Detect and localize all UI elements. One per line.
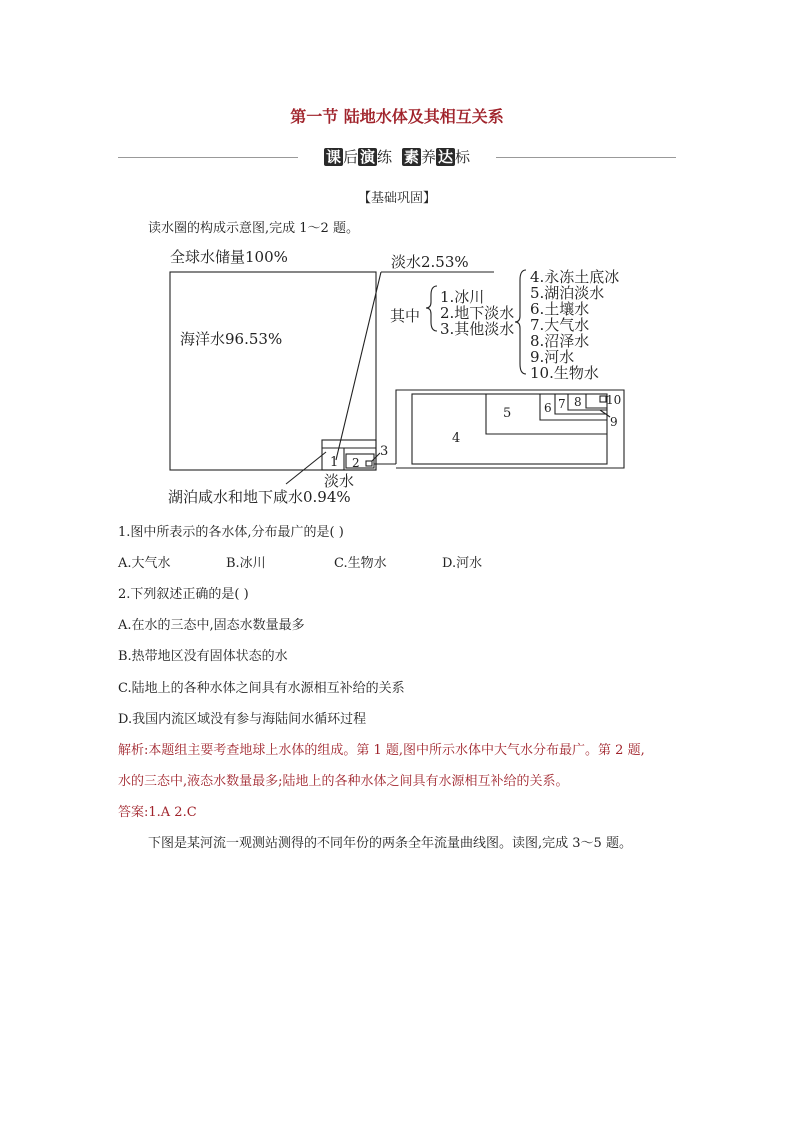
box-num-8: 8 (574, 395, 582, 409)
item-b-4: 4.永冻土底冰 (530, 268, 620, 286)
analysis-line-2: 水的三态中,液态水数量最多;陆地上的各种水体之间具有水源相互补给的关系。 (118, 774, 569, 789)
page-title: 第一节 陆地水体及其相互关系 (290, 107, 504, 126)
box-num-10: 10 (606, 393, 622, 407)
box-num-2: 2 (352, 456, 360, 470)
answer: 答案:1.A 2.C (118, 805, 197, 820)
banner-char: 养 (421, 148, 437, 166)
section-banner (118, 146, 676, 168)
item-b-9: 9.河水 (530, 348, 575, 366)
item-a-3: 3.其他淡水 (440, 320, 515, 338)
box-num-9: 9 (610, 415, 618, 429)
banner-char: 演 (359, 148, 375, 166)
item-a-2: 2.地下淡水 (440, 304, 515, 322)
box-num-1: 1 (330, 455, 339, 470)
q1-option-b: B.冰川 (226, 556, 266, 571)
item-b-6: 6.土壤水 (530, 300, 590, 318)
label-total: 全球水储量100% (170, 248, 288, 266)
analysis-line-1: 解析:本题组主要考查地球上水体的组成。第 1 题,图中所示水体中大气水分布最广。第 2 题, (118, 743, 645, 758)
item-b-8: 8.沼泽水 (530, 332, 590, 350)
q2-option-d: D.我国内流区域没有参与海陆间水循环过程 (118, 712, 367, 727)
box-num-6: 6 (544, 401, 552, 415)
q1-option-a: A.大气水 (118, 556, 171, 571)
label-danshui: 淡水 (324, 472, 355, 490)
banner-char: 练 (376, 148, 392, 166)
box-num-3: 3 (380, 444, 389, 459)
banner-char: 素 (404, 148, 420, 166)
banner-rule-left (118, 157, 298, 158)
q1-option-d: D.河水 (442, 556, 483, 571)
section-heading: 【基础巩固】 (357, 191, 436, 206)
q2-option-c: C.陆地上的各种水体之间具有水源相互补给的关系 (118, 681, 405, 696)
item-b-10: 10.生物水 (530, 364, 599, 382)
banner-rule-right (496, 157, 676, 158)
label-salt: 湖泊咸水和地下咸水0.94% (168, 488, 351, 506)
item-b-5: 5.湖泊淡水 (530, 284, 605, 302)
label-fresh: 淡水2.53% (391, 253, 469, 271)
intro-text-2: 下图是某河流一观测站测得的不同年份的两条全年流量曲线图。读图,完成 3～5 题。 (148, 836, 632, 851)
banner-char: 后 (342, 148, 358, 166)
box-num-5: 5 (503, 406, 512, 421)
banner-char: 达 (438, 148, 454, 166)
banner-text (304, 146, 490, 167)
banner-char: 标 (455, 148, 471, 166)
q2-option-b: B.热带地区没有固体状态的水 (118, 649, 288, 664)
box-num-7: 7 (558, 397, 566, 411)
item-a-1: 1.冰川 (440, 288, 485, 306)
label-qizhong: 其中 (390, 307, 421, 325)
q2-option-a: A.在水的三态中,固态水数量最多 (118, 618, 305, 633)
water-composition-diagram (0, 240, 794, 510)
banner-char: 课 (325, 148, 341, 166)
q1-option-c: C.生物水 (334, 556, 387, 571)
box-num-4: 4 (452, 431, 461, 446)
item-b-7: 7.大气水 (530, 316, 590, 334)
question-2: 2.下列叙述正确的是( ) (118, 587, 249, 602)
question-1: 1.图中所表示的各水体,分布最广的是( ) (118, 525, 344, 540)
intro-text-1: 读水圈的构成示意图,完成 1～2 题。 (148, 221, 359, 236)
label-ocean: 海洋水96.53% (180, 330, 283, 348)
